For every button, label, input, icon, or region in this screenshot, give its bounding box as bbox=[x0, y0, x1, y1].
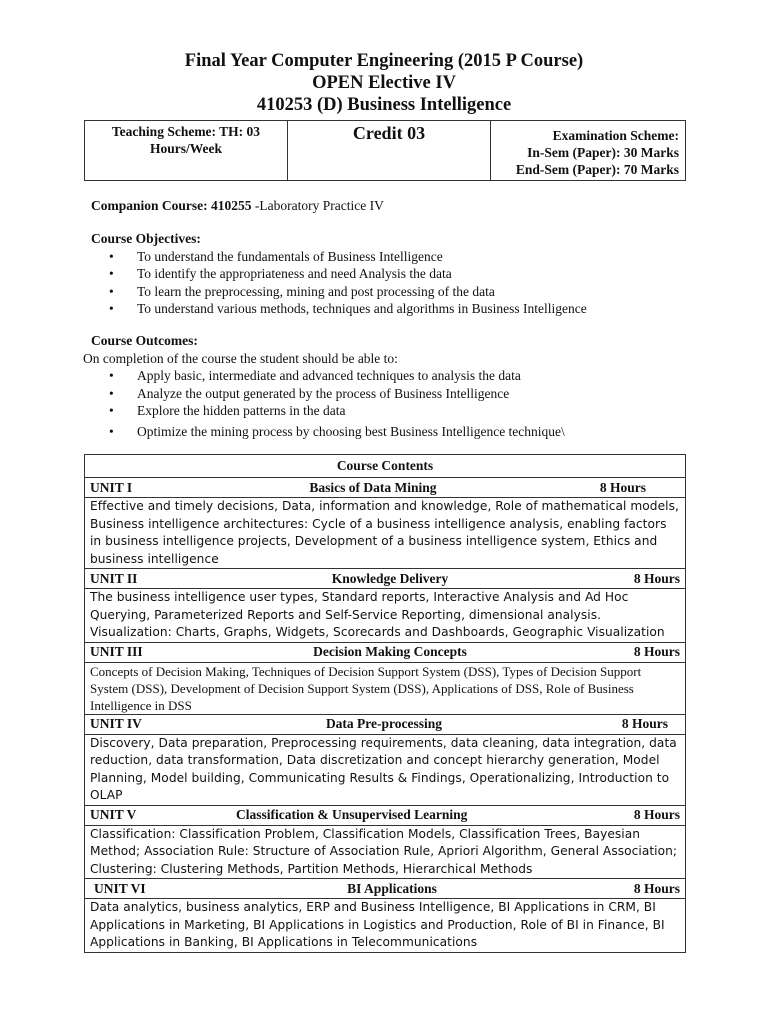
unit-description: Discovery, Data preparation, Preprocessing requirements, data cleaning, data integration, data reduction, data transformation, Data discretization and concept hierarchy generation, Model Planning, Model building, Communicating Results & Findings, Operationalizing, Introduction to OLAP bbox=[85, 734, 686, 805]
course-outcomes bbox=[83, 332, 565, 440]
exam-scheme-heading: Examination Scheme: bbox=[552, 128, 679, 143]
unit-id: UNIT V bbox=[90, 807, 137, 822]
exam-endsem-marks: End-Sem (Paper): 70 Marks bbox=[515, 162, 679, 177]
unit-id: UNIT I bbox=[90, 479, 133, 495]
companion-course bbox=[91, 198, 384, 214]
companion-course-label: Companion Course: 410255 bbox=[91, 198, 252, 213]
title-course-line: Final Year Computer Engineering (2015 P Course) bbox=[184, 51, 584, 71]
unit-id: UNIT II bbox=[90, 570, 138, 586]
credit-cell bbox=[288, 121, 491, 181]
unit-body-row bbox=[85, 498, 686, 569]
teaching-scheme-line2: Hours/Week bbox=[149, 141, 222, 156]
teaching-scheme-line1: Teaching Scheme: TH: 03 bbox=[111, 124, 261, 139]
unit-id: UNIT VI bbox=[94, 880, 146, 896]
unit-header-row bbox=[85, 805, 686, 825]
course-contents-table bbox=[84, 454, 686, 953]
unit-header-row bbox=[85, 879, 686, 899]
outcomes-intro: On completion of the course the student should be able to: bbox=[83, 350, 398, 366]
unit-body-row bbox=[85, 662, 686, 714]
list-item: • To identify the appropriateness and need Analysis the data bbox=[137, 265, 587, 283]
unit-hours: 8 Hours bbox=[599, 479, 646, 495]
objectives-list bbox=[91, 248, 587, 318]
unit-hours: 8 Hours bbox=[621, 716, 668, 731]
list-item: • To understand various methods, techniques and algorithms in Business Intelligence bbox=[137, 300, 587, 318]
unit-body-row bbox=[85, 589, 686, 643]
credit-label: Credit 03 bbox=[352, 123, 426, 143]
title-elective-line: OPEN Elective IV bbox=[312, 73, 456, 93]
list-item: • Optimize the mining process by choosing best Business Intelligence technique\ bbox=[137, 423, 565, 441]
outcomes-heading: Course Outcomes: bbox=[91, 333, 198, 348]
course-contents-heading: Course Contents bbox=[85, 455, 686, 478]
unit-body-row bbox=[85, 734, 686, 805]
unit-header-row bbox=[85, 642, 686, 662]
document-title bbox=[0, 50, 768, 116]
objectives-heading: Course Objectives: bbox=[91, 231, 201, 246]
examination-scheme-cell bbox=[491, 121, 686, 181]
unit-id: UNIT III bbox=[90, 644, 143, 659]
unit-title: Knowledge Delivery bbox=[331, 570, 449, 586]
unit-description: Classification: Classification Problem, Classification Models, Classification Trees, Bayesian Method; Association Rule: Structure of Association Rule, Apriori Algorithm, General Association; Clustering: Clustering Methods, Partition Methods, Hierarchical Methods bbox=[85, 825, 686, 879]
teaching-scheme-cell bbox=[85, 121, 288, 181]
unit-title: Data Pre-processing bbox=[325, 716, 443, 731]
list-item: • Apply basic, intermediate and advanced techniques to analysis the data bbox=[137, 367, 565, 385]
unit-body-row bbox=[85, 825, 686, 879]
list-item: • To learn the preprocessing, mining and post processing of the data bbox=[137, 283, 587, 301]
unit-header-row bbox=[85, 478, 686, 498]
unit-hours: 8 Hours bbox=[633, 880, 680, 896]
unit-description: The business intelligence user types, Standard reports, Interactive Analysis and Ad Hoc Querying, Parameterized Reports and Self-Service Reporting, dimensional analysis. Visualization: Charts, Graphs, Widgets, Scorecards and Dashboards, Geographic Visualization bbox=[85, 589, 686, 643]
outcomes-list bbox=[83, 367, 565, 440]
course-objectives bbox=[91, 230, 587, 318]
unit-title: Classification & Unsupervised Learning bbox=[236, 807, 468, 822]
scheme-table bbox=[84, 120, 686, 181]
unit-hours: 8 Hours bbox=[633, 570, 680, 586]
companion-course-value: -Laboratory Practice IV bbox=[251, 198, 384, 213]
unit-title: Decision Making Concepts bbox=[313, 644, 467, 659]
unit-hours: 8 Hours bbox=[633, 807, 680, 822]
unit-description: Data analytics, business analytics, ERP and Business Intelligence, BI Applications in CRM, BI Applications in Marketing, BI Applications in Logistics and Production, Role of BI in Finance, BI Applications in Banking, BI Applications in Telecommunications bbox=[85, 899, 686, 953]
unit-hours: 8 Hours bbox=[633, 644, 680, 659]
list-item: • To understand the fundamentals of Business Intelligence bbox=[137, 248, 587, 266]
unit-header-row bbox=[85, 569, 686, 589]
unit-title: Basics of Data Mining bbox=[309, 479, 437, 495]
list-item: • Analyze the output generated by the process of Business Intelligence bbox=[137, 385, 565, 403]
unit-description: Effective and timely decisions, Data, information and knowledge, Role of mathematical models, Business intelligence architectures: Cycle of a business intelligence analysis, enabling factors in business intelligence projects, Development of a business intelligence system, Ethics and business intelligence bbox=[85, 498, 686, 569]
unit-header-row bbox=[85, 714, 686, 734]
unit-description: Concepts of Decision Making, Techniques of Decision Support System (DSS), Types of Decision Support System (DSS), Development of Decision Support System (DSS), Applications of DSS, Role of Business Intelligence in DSS bbox=[85, 662, 686, 714]
unit-id: UNIT IV bbox=[90, 716, 142, 731]
unit-title: BI Applications bbox=[347, 880, 437, 896]
list-item: • Explore the hidden patterns in the data bbox=[137, 402, 565, 420]
exam-insem-marks: In-Sem (Paper): 30 Marks bbox=[527, 145, 679, 160]
title-subject-line: 410253 (D) Business Intelligence bbox=[256, 95, 512, 115]
unit-body-row bbox=[85, 899, 686, 953]
